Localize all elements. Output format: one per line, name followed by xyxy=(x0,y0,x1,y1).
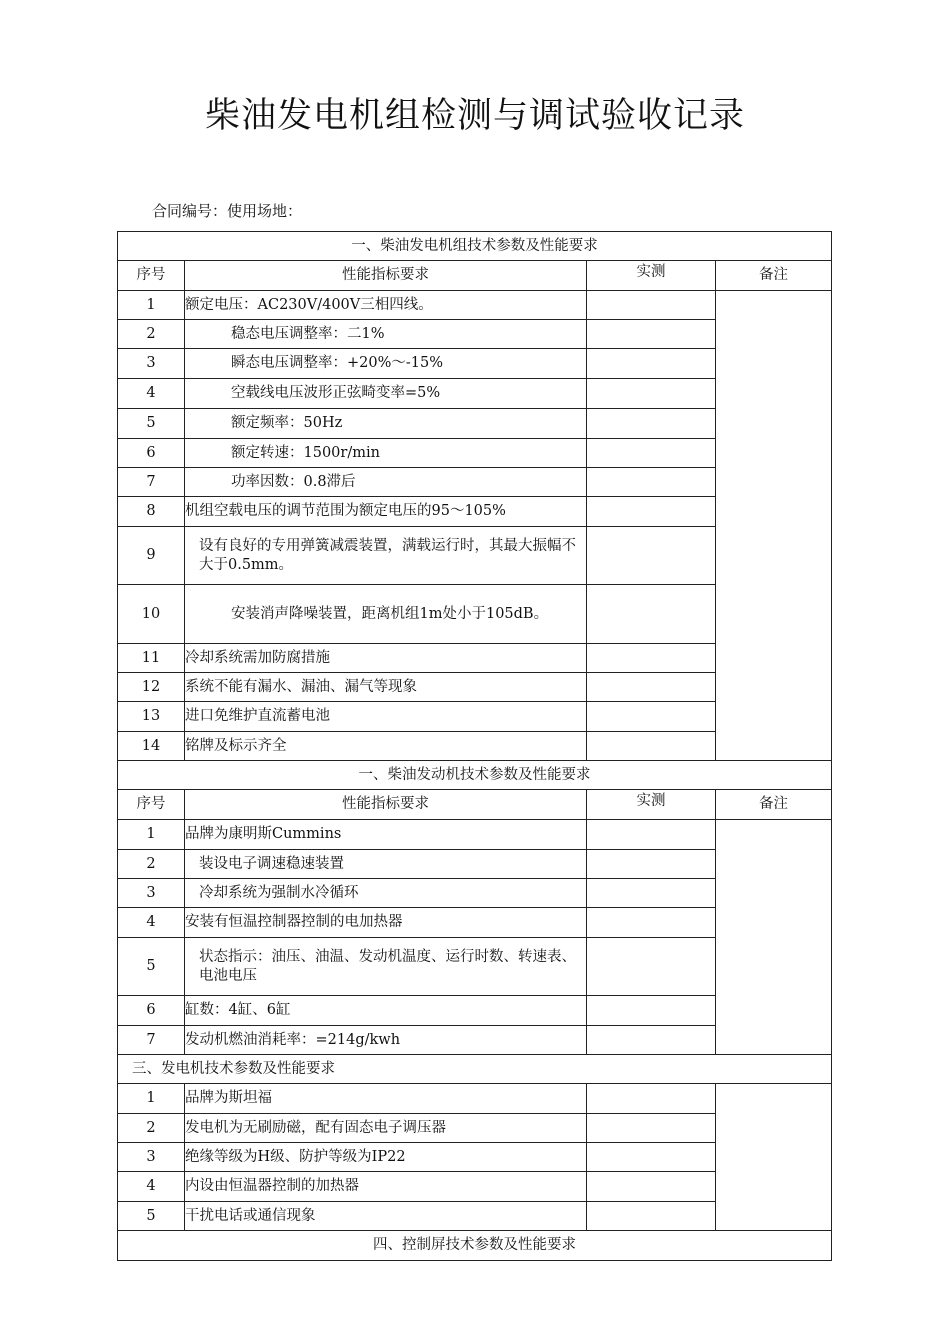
header-no: 序号 xyxy=(118,790,185,820)
requirement-text: 状态指示：油压、油温、发动机温度、运行时数、转速表、电池电压 xyxy=(185,938,587,996)
measured-cell[interactable] xyxy=(587,820,716,850)
row-number: 1 xyxy=(118,1084,185,1114)
header-remark: 备注 xyxy=(716,261,832,291)
row-number: 4 xyxy=(118,908,185,938)
row-number: 1 xyxy=(118,291,185,320)
acceptance-record-table xyxy=(117,231,832,1261)
requirement-text: 额定转速：1500r/min xyxy=(185,439,587,468)
requirement-text: 缸数：4缸、6缸 xyxy=(185,996,587,1026)
requirement-text: 内设由恒温器控制的加热器 xyxy=(185,1172,587,1202)
requirement-text: 空载线电压波形正弦畸变率=5% xyxy=(185,379,587,409)
measured-cell[interactable] xyxy=(587,320,716,349)
document-title: 柴油发电机组检测与调试验收记录 xyxy=(204,96,745,136)
measured-cell[interactable] xyxy=(587,908,716,938)
measured-cell[interactable] xyxy=(587,850,716,879)
measured-cell[interactable] xyxy=(587,879,716,908)
table-row xyxy=(118,291,832,320)
contract-site-line: 合同编号：使用场地： xyxy=(152,202,303,220)
measured-cell[interactable] xyxy=(587,702,716,732)
row-number: 13 xyxy=(118,702,185,732)
row-number: 2 xyxy=(118,850,185,879)
measured-cell[interactable] xyxy=(587,291,716,320)
row-number: 6 xyxy=(118,439,185,468)
measured-cell[interactable] xyxy=(587,527,716,585)
requirement-text: 瞬态电压调整率：+20%〜-15% xyxy=(185,349,587,379)
measured-cell[interactable] xyxy=(587,1114,716,1143)
requirement-text: 干扰电话或通信现象 xyxy=(185,1202,587,1231)
measured-cell[interactable] xyxy=(587,938,716,996)
header-measured: 实测 xyxy=(587,261,716,291)
table-row xyxy=(118,1084,832,1114)
row-number: 1 xyxy=(118,820,185,850)
requirement-text: 进口免维护直流蓄电池 xyxy=(185,702,587,732)
row-number: 2 xyxy=(118,1114,185,1143)
section-title: 一、柴油发动机技术参数及性能要求 xyxy=(118,761,832,790)
requirement-text: 发动机燃油消耗率：=214g/kwh xyxy=(185,1026,587,1055)
measured-cell[interactable] xyxy=(587,732,716,761)
measured-cell[interactable] xyxy=(587,379,716,409)
measured-cell[interactable] xyxy=(587,1084,716,1114)
measured-cell[interactable] xyxy=(587,1143,716,1172)
requirement-text: 机组空载电压的调节范围为额定电压的95〜105% xyxy=(185,497,587,527)
requirement-text: 额定频率：50Hz xyxy=(185,409,587,439)
remark-cell[interactable] xyxy=(716,291,832,761)
header-requirement: 性能指标要求 xyxy=(185,261,587,291)
row-number: 5 xyxy=(118,1202,185,1231)
requirement-text-line: 安装消声降噪装置，距离机组1m处小于105dB。 xyxy=(231,605,549,622)
requirement-text: 绝缘等级为H级、防护等级为IP22 xyxy=(185,1143,587,1172)
section-title: 四、控制屏技术参数及性能要求 xyxy=(118,1231,832,1261)
row-number: 8 xyxy=(118,497,185,527)
requirement-text: 发电机为无刷励磁，配有固态电子调压器 xyxy=(185,1114,587,1143)
requirement-text: 额定电压：AC230V/400V三相四线。 xyxy=(185,291,587,320)
measured-cell[interactable] xyxy=(587,439,716,468)
row-number: 7 xyxy=(118,1026,185,1055)
requirement-text: 冷却系统为强制水冷循环 xyxy=(185,879,587,908)
measured-cell[interactable] xyxy=(587,1026,716,1055)
measured-cell[interactable] xyxy=(587,644,716,673)
row-number: 4 xyxy=(118,1172,185,1202)
section-title: 三、发电机技术参数及性能要求 xyxy=(118,1055,832,1084)
section-title: 一、柴油发电机组技术参数及性能要求 xyxy=(118,232,832,261)
row-number: 7 xyxy=(118,468,185,497)
requirement-text: 稳态电压调整率：二1% xyxy=(185,320,587,349)
row-number: 3 xyxy=(118,879,185,908)
table-row xyxy=(118,820,832,850)
remark-cell[interactable] xyxy=(716,1084,832,1231)
measured-cell[interactable] xyxy=(587,673,716,702)
requirement-text: 功率因数：0.8滞后 xyxy=(185,468,587,497)
requirement-text: 装设电子调速稳速装置 xyxy=(185,850,587,879)
measured-cell[interactable] xyxy=(587,468,716,497)
requirement-text: 品牌为斯坦福 xyxy=(185,1084,587,1114)
measured-cell[interactable] xyxy=(587,349,716,379)
row-number: 3 xyxy=(118,1143,185,1172)
header-requirement: 性能指标要求 xyxy=(185,790,587,820)
row-number: 3 xyxy=(118,349,185,379)
row-number: 5 xyxy=(118,409,185,439)
requirement-text: 安装有恒温控制器控制的电加热器 xyxy=(185,908,587,938)
requirement-text: 品牌为康明斯Cummins xyxy=(185,820,587,850)
row-number: 11 xyxy=(118,644,185,673)
remark-cell[interactable] xyxy=(716,820,832,1055)
measured-cell[interactable] xyxy=(587,1172,716,1202)
row-number: 14 xyxy=(118,732,185,761)
requirement-text: 铭牌及标示齐全 xyxy=(185,732,587,761)
measured-cell[interactable] xyxy=(587,409,716,439)
requirement-text: 设有良好的专用弹簧减震装置，满载运行时，其最大振幅不大于0.5mm。 xyxy=(185,527,587,585)
requirement-text: 系统不能有漏水、漏油、漏气等现象 xyxy=(185,673,587,702)
requirement-text: 冷却系统需加防腐措施 xyxy=(185,644,587,673)
row-number: 6 xyxy=(118,996,185,1026)
measured-cell[interactable] xyxy=(587,996,716,1026)
row-number: 5 xyxy=(118,938,185,996)
requirement-text xyxy=(185,585,587,644)
row-number: 2 xyxy=(118,320,185,349)
measured-cell[interactable] xyxy=(587,585,716,644)
row-number: 9 xyxy=(118,527,185,585)
row-number: 12 xyxy=(118,673,185,702)
header-measured: 实测 xyxy=(587,790,716,820)
header-remark: 备注 xyxy=(716,790,832,820)
measured-cell[interactable] xyxy=(587,1202,716,1231)
header-no: 序号 xyxy=(118,261,185,291)
row-number: 4 xyxy=(118,379,185,409)
row-number: 10 xyxy=(118,585,185,644)
measured-cell[interactable] xyxy=(587,497,716,527)
